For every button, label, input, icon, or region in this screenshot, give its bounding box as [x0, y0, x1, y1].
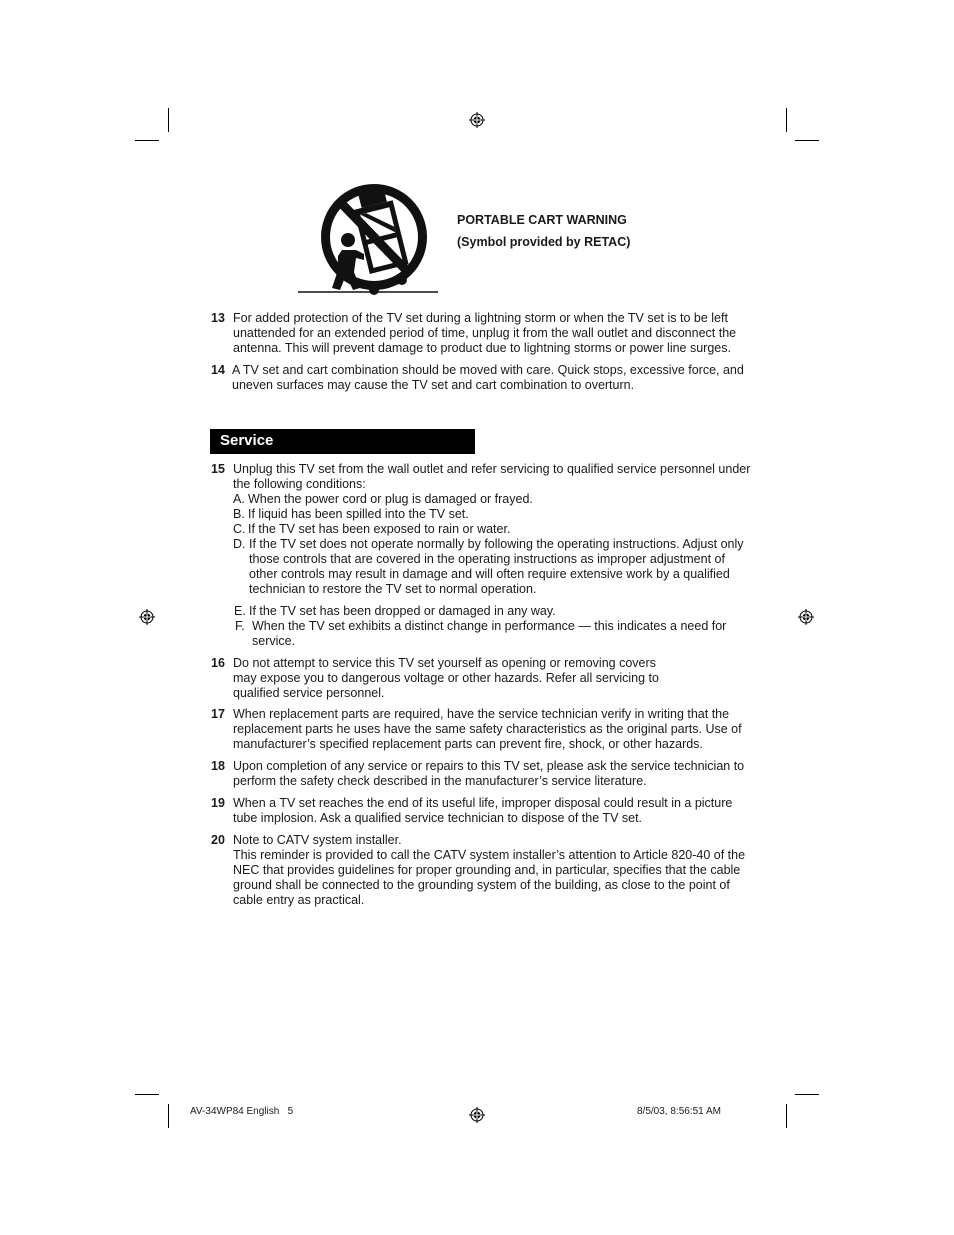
- item-text-continued: This reminder is provided to call the CATV system installer’s attention to Article 820-40 of the NEC that provides guidelines for proper grounding and, in particular, specifies that the cable ground shall be connected to the grounding system of the building, as close to the point of cable entry as practical.: [233, 848, 746, 907]
- item-number: 20: [211, 833, 225, 847]
- portable-cart-warning-icon: [298, 180, 438, 296]
- list-item: [211, 759, 751, 790]
- condition-item: [234, 604, 753, 619]
- registration-mark-icon: [139, 609, 155, 625]
- condition-item: [233, 507, 753, 522]
- list-item: [211, 656, 751, 702]
- cart-warning-title: PORTABLE CART WARNING: [457, 213, 627, 227]
- condition-text: If the TV set does not operate normally by following the operating instructions. Adjust only those controls that are covered in the operating instructions as improper adjustment of other controls may result in damage and will often require extensive work by a qualified technician to restore the TV set to normal operation.: [249, 537, 744, 596]
- item-text: Note to CATV system installer.: [233, 833, 402, 847]
- condition-text: If the TV set has been exposed to rain or water.: [248, 522, 511, 536]
- item-number: 19: [211, 796, 225, 810]
- crop-mark: [135, 140, 159, 141]
- item-text: Upon completion of any service or repairs to this TV set, please ask the service technician to perform the safety check described in the manufacturer’s service literature.: [233, 759, 745, 788]
- crop-mark: [168, 1104, 169, 1128]
- item-text: A TV set and cart combination should be moved with care. Quick stops, excessive force, and uneven surfaces may cause the TV set and cart combination to overturn.: [232, 363, 744, 392]
- list-item: [211, 707, 751, 753]
- condition-label: F.: [235, 619, 245, 633]
- item-number: 17: [211, 707, 225, 721]
- section-heading: [210, 429, 475, 454]
- cart-warning-subtitle: (Symbol provided by RETAC): [457, 235, 631, 249]
- registration-mark-icon: [798, 609, 814, 625]
- item-text: When a TV set reaches the end of its useful life, improper disposal could result in a picture tube implosion. Ask a qualified service technician to dispose of the TV set.: [233, 796, 733, 825]
- item-number: 14: [211, 363, 225, 377]
- item-number: 13: [211, 311, 225, 325]
- item-text: Do not attempt to service this TV set yourself as opening or removing covers may expose you to dangerous voltage or other hazards. Refer all servicing to qualified service personnel.: [233, 656, 659, 700]
- condition-label: D.: [233, 537, 246, 551]
- condition-label: A.: [233, 492, 245, 506]
- condition-text: If the TV set has been dropped or damaged in any way.: [249, 604, 556, 618]
- crop-mark: [786, 108, 787, 132]
- list-item: [211, 462, 751, 493]
- condition-item: [235, 619, 753, 649]
- registration-mark-icon: [469, 112, 485, 128]
- list-item: [211, 833, 751, 909]
- crop-mark: [168, 108, 169, 132]
- item-number: 18: [211, 759, 225, 773]
- crop-mark: [795, 1094, 819, 1095]
- condition-label: E.: [234, 604, 246, 618]
- crop-mark: [795, 140, 819, 141]
- condition-text: When the power cord or plug is damaged or frayed.: [248, 492, 533, 506]
- item-text: When replacement parts are required, have the service technician verify in writing that the replacement parts he uses have the same safety characteristics as the original parts. Use of manufacturer’s specified replacement parts can prevent fire, shock, or other hazards.: [233, 707, 742, 751]
- list-item: [211, 363, 751, 394]
- crop-mark: [135, 1094, 159, 1095]
- item-number: 15: [211, 462, 225, 476]
- item-number: 16: [211, 656, 225, 670]
- condition-label: B.: [233, 507, 245, 521]
- condition-label: C.: [233, 522, 246, 536]
- condition-text: When the TV set exhibits a distinct change in performance — this indicates a need for service.: [252, 619, 727, 648]
- condition-item: [233, 537, 753, 597]
- item-text: Unplug this TV set from the wall outlet and refer servicing to qualified service personnel under the following conditions:: [233, 462, 751, 491]
- footer-timestamp: 8/5/03, 8:56:51 AM: [637, 1106, 721, 1117]
- item-text: For added protection of the TV set during a lightning storm or when the TV set is to be left unattended for an extended period of time, unplug it from the wall outlet and disconnect the antenna. This will prevent damage to product due to lightning storms or power line surges.: [233, 311, 737, 355]
- footer-file-label: AV-34WP84 English 5: [190, 1106, 294, 1117]
- list-item: [211, 311, 751, 357]
- condition-text: If liquid has been spilled into the TV set.: [248, 507, 469, 521]
- condition-item: [233, 522, 753, 537]
- registration-mark-icon: [469, 1107, 485, 1123]
- list-item: [211, 796, 751, 827]
- condition-item: [233, 492, 753, 507]
- section-heading-text: Service: [220, 432, 274, 449]
- crop-mark: [786, 1104, 787, 1128]
